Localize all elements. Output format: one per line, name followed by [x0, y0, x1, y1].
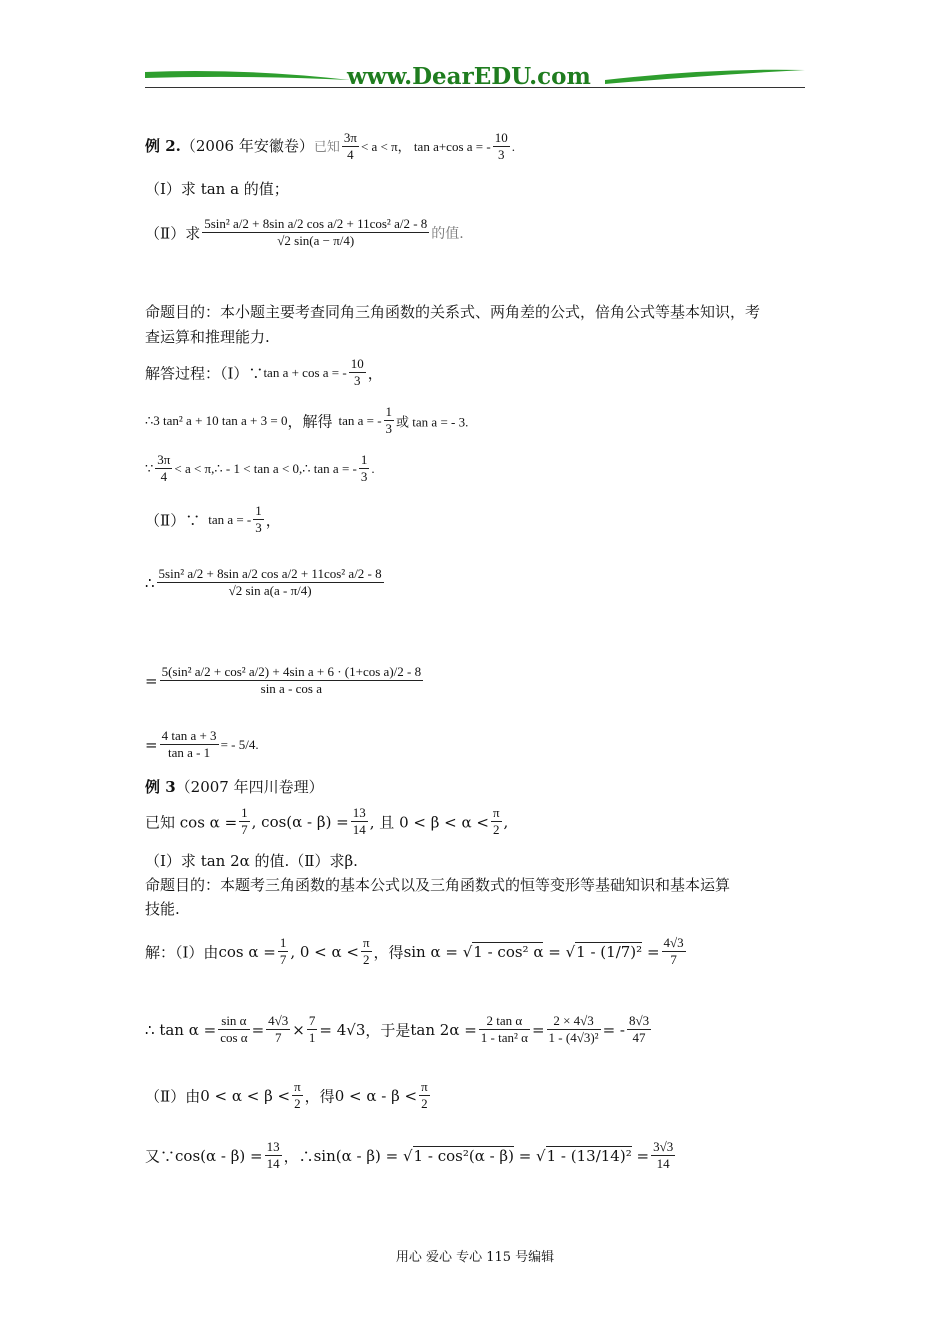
ex2-source: （2006 年安徽卷） — [180, 136, 314, 155]
ex2-sol-line2 — [145, 404, 468, 438]
ex2-sol-line7: = $\frac{\text{4 tan a + 3}}{\text{tan a - 1}}$ = - 5/4. — [145, 728, 259, 761]
ex2-sol-l3a: ∵ — [145, 460, 154, 476]
ex2-part1: （Ⅰ）求 tan a 的值； — [145, 180, 289, 198]
ex2-sol-l1: tan a + cos a = - — [263, 364, 347, 380]
ex2-sol-line1: 解答过程：（Ⅰ）∵tan a + cos a = - $\frac{10}{3}$ ， — [145, 356, 383, 389]
ex3-heading — [145, 776, 324, 797]
ex3-purpose-1: 命题目的：本题考三角函数的基本公式以及三角函数式的恒等变形等基础知识和基本运算 — [145, 876, 731, 894]
header-logo: www.DearEDU.com — [347, 63, 591, 90]
ex2-sol-line4: （Ⅱ）∵ tan a = - $\frac{1}{3}$ ， — [145, 503, 281, 536]
ex2-sol-line6: = $\frac{\text{5(sin² a/2 + cos² a/2) + 4sin a + 6 · (1+cos a)/2 - 8}}{\text{sin a - cos a}}$ — [145, 664, 422, 697]
ex2-sol-l4: （Ⅱ）∵ — [145, 511, 201, 530]
ex2-label: 例 2. — [145, 136, 181, 155]
ex2-sol-frac-1-3b: $\frac{1}{3}$ — [360, 452, 368, 485]
ex2-sol-expr1 — [157, 566, 384, 600]
ex3-tan-line-b: ，于是 — [365, 1021, 411, 1040]
ex2-sol-label: 解答过程：（Ⅰ）∵ — [145, 364, 264, 383]
ex2-sol-l2c: tan a = - — [338, 412, 382, 428]
page-footer: 用心 爱心 专心 115 号编辑 — [395, 1250, 555, 1265]
header-swoosh-right-icon — [600, 66, 810, 86]
ex3-frac-1-7: $\frac{1}{7}$ — [241, 805, 248, 838]
ex2-frac-3pi-4: $\frac{3\pi}{4}$ — [343, 130, 357, 163]
ex2-sol-expr3-num: 4 tan a + 3 — [160, 728, 219, 745]
ex2-sol-l2d: 或 tan a = - 3. — [396, 414, 469, 430]
ex2-sol-expr3-den: tan a - 1 — [167, 745, 211, 761]
ex2-sol-expr2 — [160, 664, 424, 698]
ex2-sol-expr1-num: 5sin² a/2 + 8sin a/2 cos a/2 + 11cos² a/2 - 8 — [157, 566, 384, 583]
ex2-part2-suffix: 的值. — [431, 225, 464, 242]
ex2-sol-expr2-num: 5(sin² a/2 + cos² a/2) + 4sin a + 6 · (1+cos a)/2 - 8 — [160, 664, 424, 681]
ex2-statement: 例 2.（2006 年安徽卷）已知 $\frac{3\pi}{4}$ < a < π， tan a+cos a = - $\frac{10}{3}$ . — [145, 130, 515, 163]
ex2-sol-expr2-den: sin a - cos a — [260, 681, 323, 697]
ex3-sol-line2: ∴ tan α = $\frac{\text{sin α}}{\text{cos α}}$ = $\frac{4√3}{7}$ × $\frac{7}{1}$ = 4√3，于是tan 2α = $\frac{\text{2 tan α}}{\text{1 - tan² α}}$ = $\frac{2 \times 4√3}{\text{1 - (4√3)²}}$ = - $\frac{8√3}{47}$ — [145, 1013, 650, 1046]
ex2-sol-l2a: ∴3 tan² a + 10 tan a + 3 = 0 — [145, 412, 288, 428]
ex3-sol3: 又∵ — [145, 1147, 176, 1166]
ex2-sol-l4b: tan a = - — [208, 511, 252, 527]
ex2-sol-expr1-den: √2 sin a(a - π/4) — [228, 583, 312, 599]
ex2-part2 — [145, 216, 464, 250]
ex3-sol2: （Ⅱ）由 — [145, 1087, 201, 1106]
ex2-sol-frac-3pi-4: $\frac{3\pi}{4}$ — [157, 452, 171, 485]
ex3-tan-line-a: ∴ — [145, 1020, 155, 1039]
ex2-frac-10-3: $\frac{10}{3}$ — [494, 130, 508, 163]
ex3-sol-line4: 又∵cos(α - β) = $\frac{13}{14}$ ，∴sin(α - β) = √1 - cos²(α - β) = √1 - (13/14)² = $\frac{3√3}{14}$ — [145, 1139, 674, 1172]
ex3-source: （2007 年四川卷理） — [175, 778, 324, 796]
ex2-sol-res3: = - 5/4. — [220, 736, 259, 752]
ex3-frac-13-14: $\frac{13}{14}$ — [352, 805, 366, 838]
header-rule — [145, 87, 805, 88]
ex2-sol-line3: ∵ $\frac{3\pi}{4}$ < a < π,∴ - 1 < tan a < 0,∴ tan a = - $\frac{1}{3}$ . — [145, 452, 375, 485]
ex2-purpose-2: 查运算和推理能力. — [145, 328, 270, 346]
ex3-label: 例 3 — [145, 778, 176, 796]
ex3-frac-pi-2: $\frac{\pi}{2}$ — [492, 805, 500, 838]
header-swoosh-left-icon — [145, 66, 355, 86]
ex2-given: 已知 — [313, 138, 340, 154]
ex2-part2-num: 5sin² a/2 + 8sin a/2 cos a/2 + 11cos² a/2 - 8 — [202, 216, 429, 233]
ex3-sol-line3: （Ⅱ）由0 < α < β < $\frac{\pi}{2}$ ，得0 < α - β < $\frac{\pi}{2}$ — [145, 1079, 428, 1112]
ex3-sol-line1: 解：（Ⅰ）由cos α = $\frac{1}{7}$ , 0 < α < $\frac{\pi}{2}$ ，得sin α = √1 - cos² α = √1 - (1/7)² = $\frac{4√3}{7}$ — [145, 935, 684, 968]
ex2-sol-l3b: < a < π,∴ - 1 < tan a < 0,∴ tan a = - — [174, 460, 357, 476]
ex2-sol-frac-1-3c: $\frac{1}{3}$ — [255, 503, 262, 536]
ex2-purpose: 命题目的：本小题主要考查同角三角函数的关系式、两角差的公式，倍角公式等基本知识，考 — [145, 303, 761, 321]
ex3-sol2b: ，得 — [304, 1087, 335, 1106]
ex2-part2-den: √2 sin(a − π/4) — [277, 233, 355, 249]
ex2-part2-expr — [202, 216, 429, 250]
ex3-parts: （Ⅰ）求 tan 2α 的值.（Ⅱ）求β. — [145, 852, 358, 870]
ex3-purpose-2: 技能. — [145, 900, 180, 918]
ex3-sol3b: ，∴ — [283, 1147, 314, 1166]
ex3-sol1b: ，得 — [373, 943, 404, 962]
ex2-sol-frac-10-3: $\frac{10}{3}$ — [350, 356, 364, 389]
ex3-given: 已知 cos α = $\frac{1}{7}$ , cos(α - β) = $\frac{13}{14}$ , 且 0 < β < α < $\frac{\pi}{2}$ , — [145, 805, 509, 838]
ex2-cond: < a < π， tan a+cos a = - — [360, 138, 491, 154]
ex2-sol-l2b: ，解得 — [287, 412, 333, 431]
ex2-part2-prefix: （Ⅱ）求 — [145, 224, 201, 243]
ex2-sol-line5: ∴ $\frac{\text{5sin² a/2 + 8sin a/2 cos a/2 + 11cos² a/2 - 8}}{\text{√2 sin a(a - π/4)}}$ — [145, 566, 382, 599]
ex3-sol1: 解：（Ⅰ）由 — [145, 943, 219, 962]
ex2-sol-expr3 — [160, 728, 219, 762]
ex2-sol-frac-1-3: $\frac{1}{3}$ — [385, 404, 393, 437]
